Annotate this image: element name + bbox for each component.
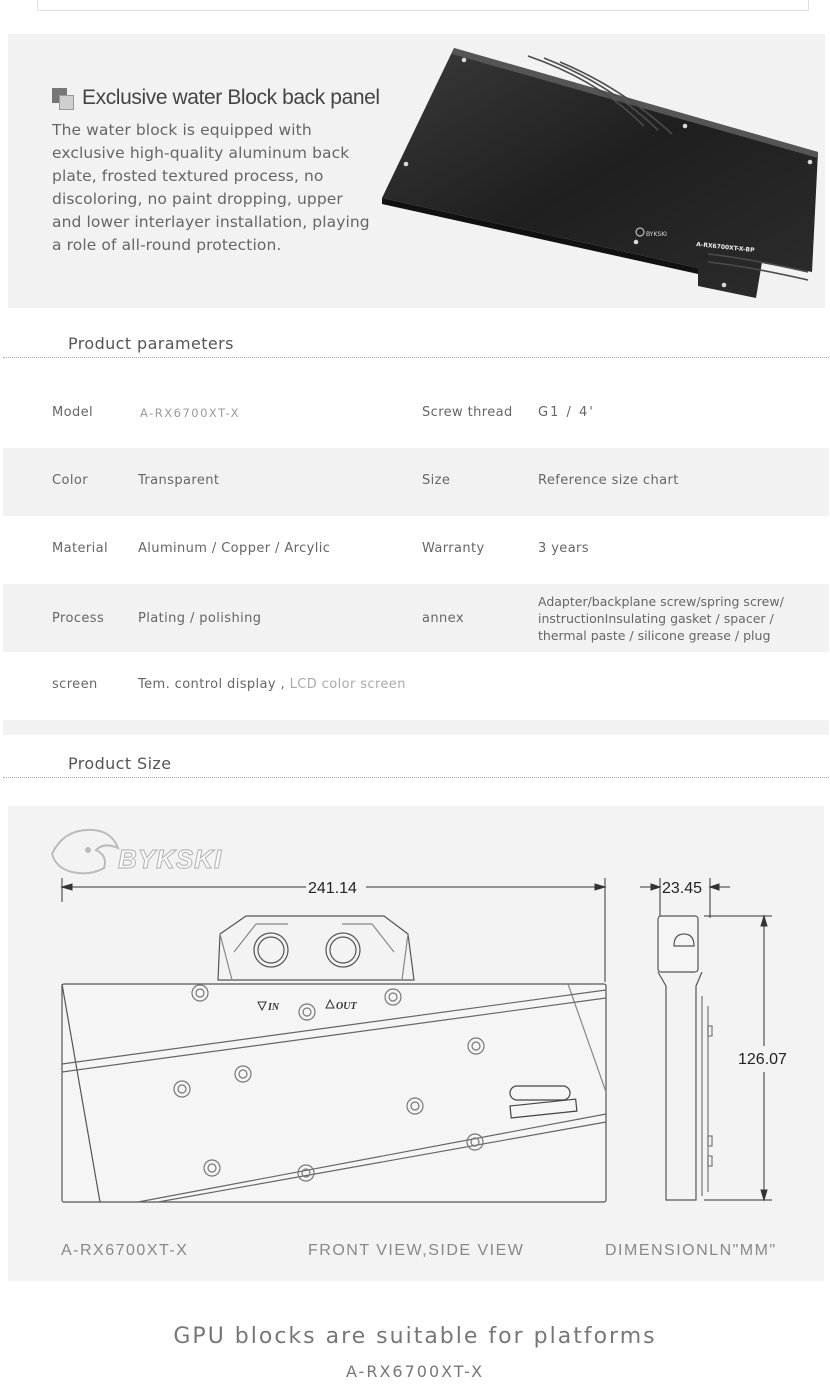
params-heading: Product parameters <box>68 334 234 353</box>
param-row-material <box>3 516 829 584</box>
caption-units: DIMENSIONLN"MM" <box>605 1242 777 1259</box>
caption-views: FRONT VIEW,SIDE VIEW <box>308 1242 525 1259</box>
brand-logo-text: BYKSKI <box>118 844 223 874</box>
platforms-model: A-RX6700XT-X <box>345 1362 485 1381</box>
param-row-model <box>3 378 829 446</box>
param-value: Transparent <box>138 473 220 488</box>
feature-description: The water block is equipped with exclusive high-quality aluminum back plate, frosted textured process, no discoloring, no paint dropping, upper and lower interlayer installation, playing a role of all-round protection. <box>52 121 370 254</box>
dim-height: 126.07 <box>738 1051 787 1068</box>
backplate-model: A-RX6700XT-X-BP <box>695 241 755 255</box>
param-label: Process <box>52 611 105 626</box>
backplate-image <box>378 40 824 308</box>
params-divider <box>3 357 829 358</box>
product-size-section <box>8 806 824 1281</box>
param-label: Screw thread <box>422 405 513 420</box>
param-row-color <box>3 448 829 516</box>
top-frame <box>37 0 809 11</box>
param-value: G1 / 4' <box>538 405 595 420</box>
param-label: Material <box>52 541 109 556</box>
params-footer-band <box>3 720 829 735</box>
param-value <box>138 677 406 692</box>
param-value-lcd: LCD color screen <box>289 677 406 692</box>
backplate-feature-section <box>8 34 825 308</box>
param-label: Model <box>52 405 94 420</box>
side-view <box>658 916 712 1200</box>
param-label: screen <box>52 677 98 692</box>
backplate-logo: BYKSKI <box>646 231 667 238</box>
param-label: Size <box>422 473 451 488</box>
brand-logo-icon <box>52 830 118 873</box>
dim-width: 241.14 <box>308 880 357 897</box>
param-value: 3 years <box>538 541 589 556</box>
front-view <box>62 916 606 1202</box>
square-bullet-icon <box>52 88 76 112</box>
feature-title: Exclusive water Block back panel <box>82 86 380 109</box>
size-divider <box>3 777 829 778</box>
param-value: A-RX6700XT-X <box>140 406 240 420</box>
dim-thickness: 23.45 <box>662 880 703 897</box>
caption-model: A-RX6700XT-X <box>61 1242 189 1259</box>
param-label: Color <box>52 473 88 488</box>
param-row-screen <box>3 652 829 720</box>
size-heading: Product Size <box>68 754 172 773</box>
param-value-main: Tem. control display , <box>138 677 286 692</box>
param-label: Warranty <box>422 541 485 556</box>
platforms-title: GPU blocks are suitable for platforms <box>173 1324 657 1349</box>
param-label: annex <box>422 611 464 626</box>
dimension-drawing <box>8 806 824 1236</box>
out-label: OUT <box>336 1001 357 1012</box>
in-label: IN <box>268 1002 280 1013</box>
param-value: Plating / polishing <box>138 611 262 626</box>
params-table <box>3 370 829 735</box>
param-value: Reference size chart <box>538 473 679 488</box>
param-value: Adapter/backplane screw/spring screw/ instructionInsulating gasket / spacer / thermal paste / silicone grease / plug <box>538 594 784 643</box>
param-value: Aluminum / Copper / Arcylic <box>138 541 331 556</box>
param-row-process <box>3 584 829 652</box>
